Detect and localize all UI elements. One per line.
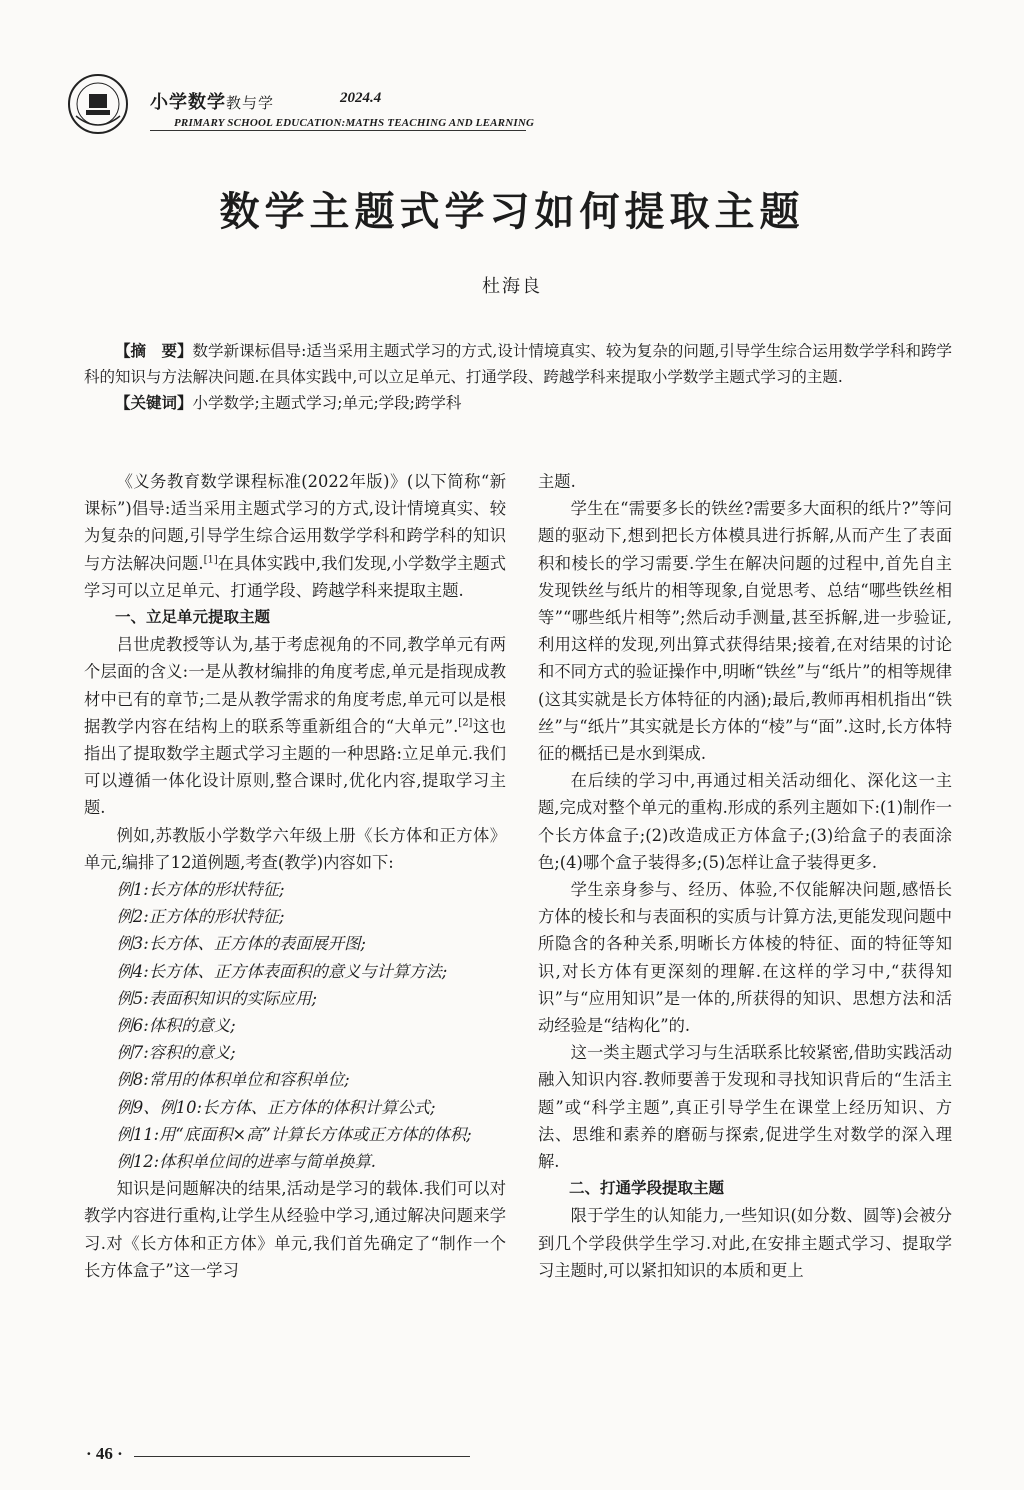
example-item: 例11:用“底面积×高”计算长方体或正方体的体积;: [116, 1124, 472, 1144]
body-paragraph: 主题.: [538, 472, 576, 491]
citation-ref: [1]: [203, 554, 218, 566]
keywords-text: 小学数学;主题式学习;单元;学段;跨学科: [192, 394, 462, 412]
body-paragraph: 学生在“需要多长的铁丝?需要多大面积的纸片?”等问题的驱动下,想到把长方体模具进行拆解,从而产生了表面积和棱长的学习需要.学生在解决问题的过程中,首先自主发现铁丝与纸片的相等现象,自觉思考、总结“哪些铁丝相等”“哪些纸片相等”;然后动手测量,甚至拆解,进一步验证,利用这样的发现,列出算式获得结果;接着,在对结果的讨论和不同方式的验证操作中,明晰“铁丝”与“纸片”的相等规律(这其实就是长方体特征的内涵);最后,教师再相机指出“铁丝”与“纸片”其实就是长方体的“棱”与“面”.这时,长方体特征的概括已是水到渠成.: [538, 499, 952, 764]
example-item: 例4:长方体、正方体表面积的意义与计算方法;: [116, 961, 448, 981]
abstract-label: 【摘 要】: [115, 342, 193, 360]
example-item: 例7:容积的意义;: [116, 1043, 236, 1063]
example-item: 例2:正方体的形状特征;: [116, 907, 285, 927]
keywords-label: 【关键词】: [115, 394, 193, 412]
example-item: 例9、例10:长方体、正方体的体积计算公式;: [116, 1097, 436, 1117]
example-item: 例6:体积的意义;: [116, 1016, 236, 1036]
article-author: 杜海良: [482, 276, 542, 297]
journal-name-en: PRIMARY SCHOOL EDUCATION:MATHS TEACHING AND LEARNING: [174, 117, 535, 129]
issue-number: 2024.4: [340, 90, 382, 106]
keywords-paragraph: [84, 390, 952, 416]
abstract-paragraph: [84, 338, 952, 390]
article-title: 数学主题式学习如何提取主题: [219, 189, 805, 235]
body-paragraph: 学生亲身参与、经历、体验,不仅能解决问题,感悟长方体的棱长和与表面积的实质与计算方法,更能发现问题中所隐含的各种关系,明晰长方体棱的特征、面的特征等知识,对长方体有更深刻的理解.在这样的学习中,“获得知识”与“应用知识”是一体的,所获得的知识、思想方法和活动经验是“结构化”的.: [538, 880, 952, 1036]
journal-seal-icon: [66, 72, 130, 136]
page-number: · 46 ·: [86, 1444, 123, 1463]
example-item: 例8:常用的体积单位和容积单位;: [116, 1070, 350, 1090]
citation-ref: [2]: [458, 717, 473, 729]
example-item: 例5:表面积知识的实际应用;: [116, 988, 318, 1008]
example-item: 例1:长方体的形状特征;: [116, 880, 285, 900]
example-item: 例12:体积单位间的进率与简单换算.: [116, 1152, 376, 1172]
section-heading-2: 二、打通学段提取主题: [569, 1179, 725, 1198]
section-heading-1: 一、立足单元提取主题: [115, 608, 271, 627]
body-paragraph: 《义务教育数学课程标准(2022年版)》(以下简称“新课标”)倡导:适当采用主题式学习的方式,设计情境真实、较为复杂的问题,引导学生综合运用数学学科和跨学科的知识与方法解决问题.[1]在具体实践中,我们发现,小学数学主题式学习可以立足单元、打通学段、跨越学科来提取主题.: [84, 472, 506, 600]
right-column: [538, 468, 952, 1284]
example-item: 例3:长方体、正方体的表面展开图;: [116, 934, 366, 954]
body-paragraph: 在后续的学习中,再通过相关活动细化、深化这一主题,完成对整个单元的重构.形成的系列主题如下:(1)制作一个长方体盒子;(2)改造成正方体盒子;(3)给盒子的表面涂色;(4)哪个盒子装得多;(5)怎样让盒子装得更多.: [538, 771, 952, 872]
footer-divider: [134, 1456, 470, 1457]
body-paragraph: 例如,苏教版小学数学六年级上册《长方体和正方体》单元,编排了12道例题,考查(教学)内容如下:: [84, 825, 506, 872]
body-paragraph: 吕世虎教授等认为,基于考虑视角的不同,教学单元有两个层面的含义:一是从教材编排的角度考虑,单元是指现成教材中已有的章节;二是从教学需求的角度考虑,单元可以是根据教学内容在结构上的联系等重新组合的“大单元”.[2]这也指出了提取数学主题式学习主题的一种思路:立足单元.我们可以遵循一体化设计原则,整合课时,优化内容,提取学习主题.: [84, 635, 506, 818]
left-column: [84, 468, 506, 1284]
journal-name-cn: 小学数学教与学: [150, 92, 275, 113]
body-paragraph: 这一类主题式学习与生活联系比较紧密,借助实践活动融入知识内容.教师要善于发现和寻找知识背后的“生活主题”或“科学主题”,真正引导学生在课堂上经历知识、方法、思维和素养的磨砺与探索,促进学生对数学的深入理解.: [538, 1043, 952, 1172]
body-paragraph: 知识是问题解决的结果,活动是学习的载体.我们可以对教学内容进行重构,让学生从经验中学习,通过解决问题来学习.对《长方体和正方体》单元,我们首先确定了“制作一个长方体盒子”这一学习: [84, 1179, 506, 1280]
header-divider: [150, 130, 526, 131]
abstract-text: 数学新课标倡导:适当采用主题式学习的方式,设计情境真实、较为复杂的问题,引导学生综合运用数学学科和跨学科的知识与方法解决问题.在具体实践中,可以立足单元、打通学段、跨越学科来提取小学数学主题式学习的主题.: [84, 342, 952, 386]
abstract-block: [84, 338, 952, 416]
journal-name-cn-suffix: 教与学: [226, 94, 275, 112]
body-paragraph: 限于学生的认知能力,一些知识(如分数、圆等)会被分到几个学段供学生学习.对此,在安排主题式学习、提取学习主题时,可以紧扣知识的本质和更上: [538, 1206, 952, 1280]
